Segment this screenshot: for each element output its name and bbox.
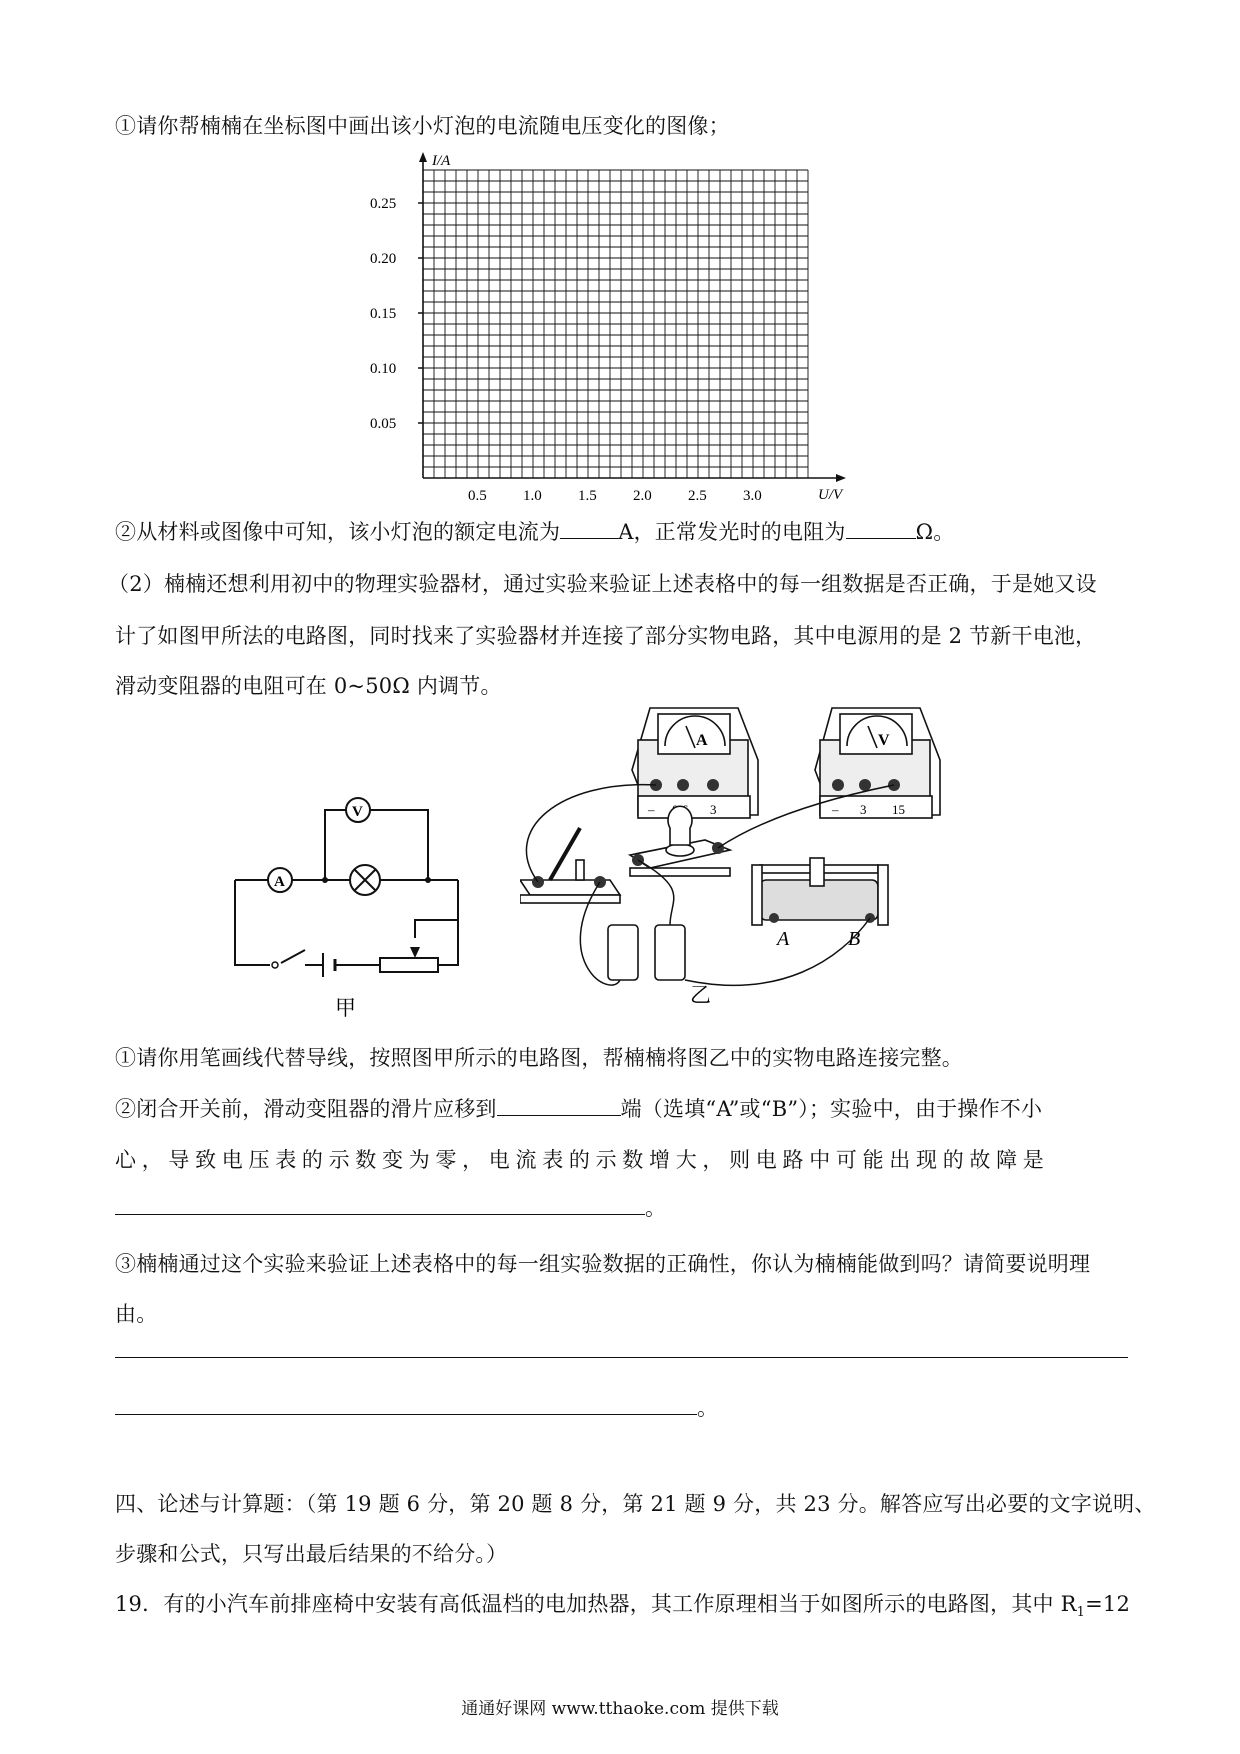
circuit-diagram-jia xyxy=(225,775,475,1020)
knife-switch xyxy=(520,828,620,903)
apparatus-figure-yi xyxy=(520,700,1020,1010)
figure-jia-label: 甲 xyxy=(335,996,356,1020)
section-4-heading-line-1: 四、论述与计算题：（第 19 题 6 分，第 20 题 8 分，第 21 题 9 分，共 23 分。解答应写出必要的文字说明、 xyxy=(115,1492,1156,1516)
y-tick-label: 0.20 xyxy=(370,251,397,267)
section-4-heading-line-2: 步骤和公式，只写出最后结果的不给分。） xyxy=(115,1542,508,1566)
slider-end-blank[interactable] xyxy=(497,1095,621,1116)
y-tick-label: 0.25 xyxy=(370,196,397,212)
answer-line-1[interactable] xyxy=(115,1357,1128,1358)
reason-answer-blank[interactable] xyxy=(115,1394,697,1415)
ammeter-scale-minus: – xyxy=(648,802,655,817)
rheostat-end-a: A xyxy=(777,928,790,950)
question-2-part-3-line-2: 由。 xyxy=(115,1302,158,1326)
y-tick-label: 0.05 xyxy=(370,416,397,432)
question-2-part-1: ①请你用笔画线代替导线，按照图甲所示的电路图，帮楠楠将图乙中的实物电路连接完整。 xyxy=(115,1046,963,1070)
voltmeter-scale-15: 15 xyxy=(892,802,905,817)
y-axis-arrow xyxy=(419,152,427,162)
batteries xyxy=(608,925,685,980)
current-voltage-graph xyxy=(370,150,860,505)
x-axis-arrow xyxy=(836,474,846,482)
voltmeter-symbol: V xyxy=(352,804,363,820)
y-axis-label: I/A xyxy=(432,153,451,169)
question-2-part-2-line-3: 。 xyxy=(115,1192,666,1222)
figure-yi-label: 乙 xyxy=(690,983,711,1007)
fault-answer-blank[interactable] xyxy=(115,1194,645,1215)
question-2-part-3-line-1: ③楠楠通过这个实验来验证上述表格中的每一组实验数据的正确性，你认为楠楠能做到吗？请简要说明理 xyxy=(115,1252,1091,1276)
graph-grid xyxy=(423,170,808,478)
page-footer: 通通好课网 www.tthaoke.com 提供下载 xyxy=(461,1699,779,1719)
question-2-intro-line-2: 计了如图甲所法的电路图，同时找来了实验器材并连接了部分实物电路，其中电源用的是 2 节新干电池， xyxy=(115,624,1097,648)
ammeter-symbol: A xyxy=(274,874,285,890)
x-tick-label: 3.0 xyxy=(743,488,762,504)
question-2-part-2-line-1: ②闭合开关前，滑动变阻器的滑片应移到 端（选填“A”或“B”）；实验中，由于操作不小 xyxy=(115,1097,1043,1121)
rheostat-end-b: B xyxy=(848,928,861,950)
ammeter-scale-3: 3 xyxy=(710,802,717,817)
question-2-part-2-line-2: 心，导致电压表的示数变为零，电流表的示数增大，则电路中可能出现的故障是 xyxy=(115,1148,1050,1172)
question-19: 19．有的小汽车前排座椅中安装有高低温档的电加热器，其工作原理相当于如图所示的电路图，其中 $R_1=12$ xyxy=(115,1592,1131,1621)
x-tick-label: 2.5 xyxy=(688,488,707,504)
question-1-part-2: ②从材料或图像中可知，该小灯泡的额定电流为 A，正常发光时的电阻为 Ω。 xyxy=(115,520,955,544)
voltmeter-scale-minus: – xyxy=(832,802,839,817)
question-2-part-3-answer-line-2: 。 xyxy=(115,1392,718,1422)
y-tick-label: 0.15 xyxy=(370,306,397,322)
voltmeter-face-symbol: V xyxy=(878,732,890,749)
x-tick-label: 2.0 xyxy=(633,488,652,504)
resistance-blank[interactable] xyxy=(846,518,916,539)
voltmeter-scale-3: 3 xyxy=(860,802,867,817)
x-tick-label: 1.0 xyxy=(523,488,542,504)
x-tick-label: 1.5 xyxy=(578,488,597,504)
question-2-intro-line-1: （2）楠楠还想利用初中的物理实验器材，通过实验来验证上述表格中的每一组数据是否正确，于是她又设 xyxy=(108,572,1097,596)
ammeter-face-symbol: A xyxy=(696,732,708,749)
x-axis-label: U/V xyxy=(818,487,843,503)
question-2-intro-line-3: 滑动变阻器的电阻可在 0~50Ω 内调节。 xyxy=(115,674,502,698)
x-tick-label: 0.5 xyxy=(468,488,487,504)
y-tick-label: 0.10 xyxy=(370,361,397,377)
rated-current-blank[interactable] xyxy=(560,518,618,539)
question-1-part-1: ①请你帮楠楠在坐标图中画出该小灯泡的电流随电压变化的图像； xyxy=(115,114,730,138)
